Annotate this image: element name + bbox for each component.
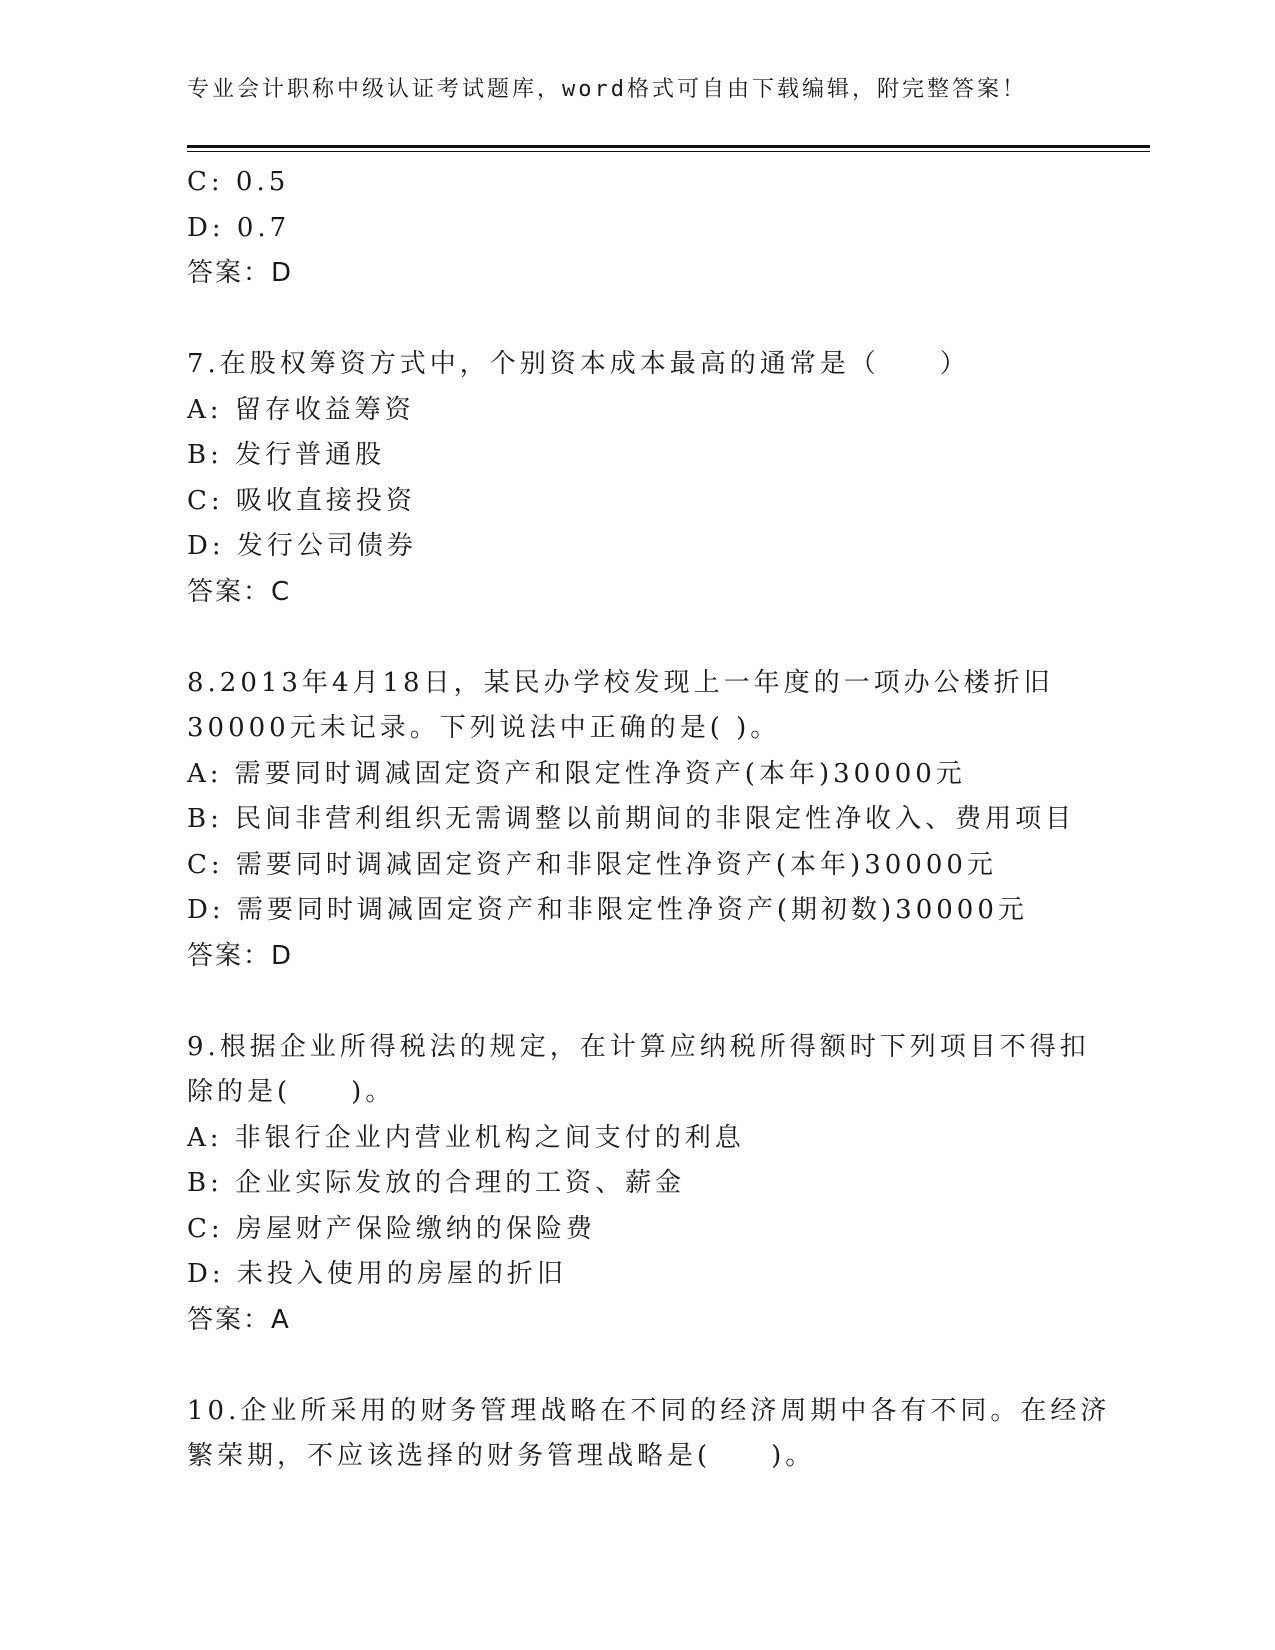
option-b: B: 企业实际发放的合理的工资、薪金 (187, 1168, 686, 1198)
answer-line: 答案：A (187, 1304, 291, 1335)
option-d: D: 未投入使用的房屋的折旧 (187, 1259, 567, 1289)
spacer (187, 1343, 1147, 1389)
option-a: A: 留存收益筹资 (187, 394, 415, 425)
option-d: D: 0.7 (187, 212, 291, 243)
question-stem-continued: 除的是( )。 (187, 1077, 396, 1107)
answer-line: 答案：D (187, 258, 294, 288)
spacer (187, 297, 1147, 343)
answer-line: 答案：C (187, 576, 292, 607)
option-b: B: 发行普通股 (187, 440, 386, 470)
question-stem: 10.企业所采用的财务管理战略在不同的经济周期中各有不同。在经济 (187, 1395, 1111, 1426)
question-stem: 8.2013年4月18日，某民办学校发现上一年度的一项办公楼折旧 (187, 667, 1054, 698)
question-6-tail (187, 160, 1147, 297)
question-stem-continued: 30000元未记录。下列说法中正确的是( )。 (187, 713, 781, 743)
option-c: C: 吸收直接投资 (187, 485, 416, 516)
spacer (187, 979, 1147, 1025)
question-10 (187, 1389, 1147, 1480)
question-7 (187, 342, 1147, 615)
spacer (187, 615, 1147, 661)
question-stem: 7.在股权筹资方式中，个别资本成本最高的通常是（ ） (187, 349, 970, 379)
option-c: C: 需要同时调减固定资产和非限定性净资产(本年)30000元 (187, 849, 997, 880)
option-a: A: 非银行企业内营业机构之间支付的利息 (187, 1122, 745, 1153)
question-9 (187, 1025, 1147, 1344)
answer-line: 答案：D (187, 940, 294, 971)
header-divider-thick (187, 145, 1150, 148)
question-stem: 9.根据企业所得税法的规定，在计算应纳税所得额时下列项目不得扣 (187, 1031, 1090, 1062)
option-a: A: 需要同时调减固定资产和限定性净资产(本年)30000元 (187, 758, 966, 789)
page-header: 专业会计职称中级认证考试题库，word格式可自由下载编辑，附完整答案！ (187, 77, 1027, 102)
question-stem-continued: 繁荣期，不应该选择的财务管理战略是( )。 (187, 1441, 816, 1471)
question-8 (187, 661, 1147, 980)
option-d: D: 发行公司债券 (187, 531, 417, 561)
option-b: B: 民间非营利组织无需调整以前期间的非限定性净收入、费用项目 (187, 804, 1076, 834)
header-divider-thin (187, 151, 1150, 152)
option-d: D: 需要同时调减固定资产和非限定性净资产(期初数)30000元 (187, 895, 1028, 925)
option-c: C: 0.5 (187, 167, 290, 197)
question-list (187, 160, 1147, 1480)
option-c: C: 房屋财产保险缴纳的保险费 (187, 1213, 596, 1244)
